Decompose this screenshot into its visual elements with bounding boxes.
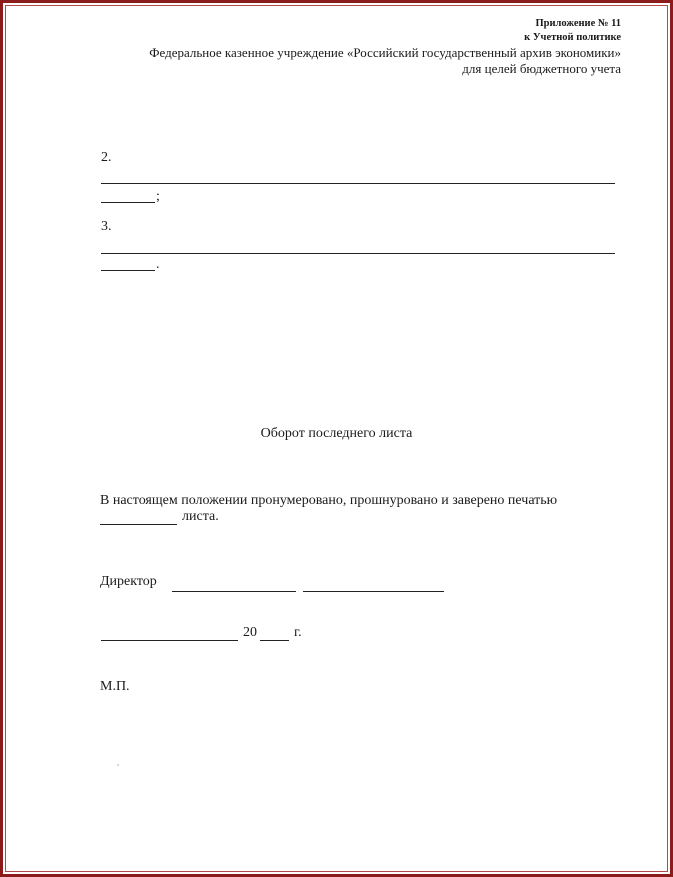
item-3-short-line (101, 270, 155, 271)
item-2-end: ; (156, 189, 160, 204)
year-prefix: 20 (243, 625, 257, 640)
director-label: Директор (100, 574, 157, 589)
year-suffix: г. (294, 625, 302, 640)
year-line (260, 640, 289, 641)
director-name-line (303, 591, 444, 592)
item-3-line (101, 253, 615, 254)
certification-text (100, 491, 557, 511)
sheet-count-line (100, 524, 177, 525)
item-3-end: . (156, 257, 160, 272)
institution-name: Федеральное казенное учреждение «Российский государственный архив экономики» (149, 45, 621, 60)
section-title: Оборот последнего листа (260, 426, 413, 441)
sheets-label: листа. (182, 509, 219, 524)
scan-speck (117, 764, 119, 766)
date-line (101, 640, 238, 641)
certification-line: В настоящем положении пронумеровано, прошнуровано и заверено печатью (100, 493, 558, 508)
stamp-place-label: М.П. (100, 679, 130, 694)
item-2-short-line (101, 202, 155, 203)
appendix-number: Приложение № 11 (535, 18, 621, 29)
item-3-number: 3. (101, 219, 112, 234)
director-signature-line (172, 591, 296, 592)
accounting-purpose: для целей бюджетного учета (462, 61, 621, 76)
document-header (149, 17, 621, 77)
policy-reference: к Учетной политике (524, 32, 621, 43)
item-2-line (101, 183, 615, 184)
item-2-number: 2. (101, 150, 112, 165)
